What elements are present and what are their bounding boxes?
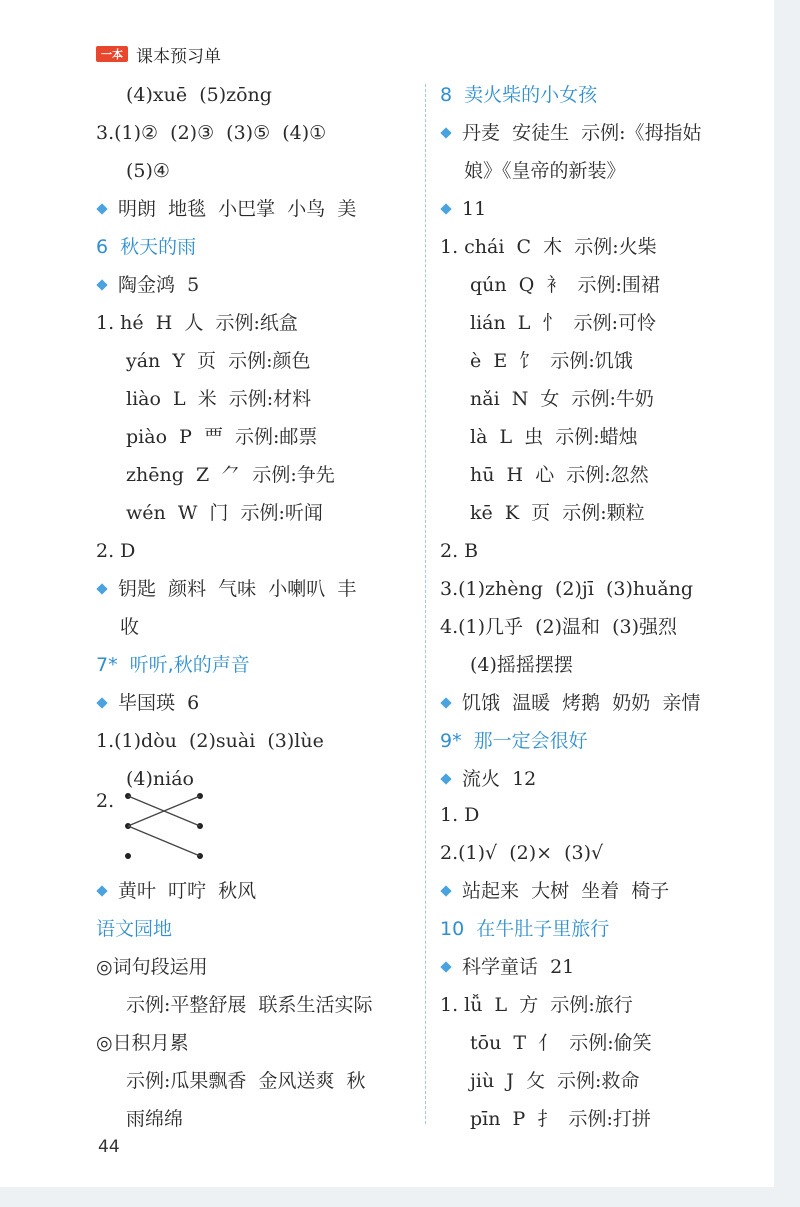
line-text: 2. [96,790,115,812]
answer-line [126,1100,183,1138]
diamond-bullet-icon [440,773,451,784]
line-text: 收 [120,616,140,638]
line-text: (4)niáo [126,768,194,790]
keyword-line [96,684,199,722]
keyword-line [440,114,702,152]
line-text: (4)xuē (5)zōng [126,84,272,106]
answer-line [440,834,603,872]
line-text: 语文园地 [96,918,173,940]
line-text: 9* 那一定会很好 [440,730,588,752]
answer-line [126,418,317,456]
line-text: (4)摇摇摆摆 [470,654,573,676]
line-text: 丹麦 安徒生 示例:《拇指姑 [462,122,702,144]
line-text: 钥匙 颜料 气味 小喇叭 丰 [118,578,357,600]
line-text: jiù J 攵 示例:救命 [470,1070,640,1092]
answer-line [470,304,656,342]
section-title [440,722,588,760]
line-text: (5)④ [126,160,170,182]
diamond-bullet-icon [440,127,451,138]
answer-line [440,986,633,1024]
line-text: 明朗 地毯 小巴掌 小鸟 美 [118,198,357,220]
line-text: 陶金鸿 5 [118,274,200,296]
line-text: 2. B [440,540,479,562]
answer-line [96,948,208,986]
diamond-bullet-icon [96,583,107,594]
line-text: 4.(1)几乎 (2)温和 (3)强烈 [440,616,678,638]
line-text: yán Y 页 示例:颜色 [126,350,311,372]
match-dot-left-3 [125,853,131,859]
answer-line [96,1024,189,1062]
diamond-bullet-icon [96,203,107,214]
line-text: 示例:瓜果飘香 金风送爽 秋 [126,1070,366,1092]
keyword-line [440,190,486,228]
answer-line [126,456,335,494]
diamond-bullet-icon [440,885,451,896]
answer-line [440,608,677,646]
answer-line [96,782,114,820]
line-text: 6 秋天的雨 [96,236,197,258]
answer-line [126,342,310,380]
answer-line [440,570,693,608]
line-text: liào L 米 示例:材料 [126,388,312,410]
line-text: kē K 页 示例:颗粒 [470,502,645,524]
answer-line [96,722,324,760]
answer-line [470,494,645,532]
line-text: hū H 心 示例:忽然 [470,464,649,486]
answer-line [470,266,660,304]
answer-line [96,304,298,342]
line-text: 流火 12 [462,768,537,790]
line-text: 科学童话 21 [462,956,575,978]
line-text: ◎词句段运用 [96,956,208,978]
answer-line [470,380,654,418]
line-text: 3.(1)zhèng (2)jī (3)huǎng [440,578,694,600]
section-title [440,910,609,948]
line-text: 3.(1)② (2)③ (3)⑤ (4)① [96,122,327,144]
answer-line [470,1100,651,1138]
answer-line [470,1062,639,1100]
answer-line [96,114,326,152]
keyword-line [96,266,199,304]
line-text: è E 饣 示例:饥饿 [470,350,633,372]
answer-line [96,532,135,570]
line-text: pīn P 扌 示例:打拼 [470,1108,651,1130]
line-text: 1.(1)dòu (2)suài (3)lùe [96,730,324,752]
line-text: 2. D [96,540,136,562]
keyword-line [96,872,256,910]
section-title [440,76,597,114]
column-divider [425,84,426,1124]
answer-line [470,418,638,456]
keyword-line [96,570,356,608]
diamond-bullet-icon [96,279,107,290]
line-text: 黄叶 叮咛 秋风 [118,880,257,902]
header-title: 课本预习单 [136,46,221,67]
answer-line [440,532,478,570]
answer-line [470,342,633,380]
diamond-bullet-icon [440,697,451,708]
logo-badge: 一本 [96,46,128,62]
line-text: 1. lǚ L 方 示例:旅行 [440,994,633,1016]
answer-line [440,796,479,834]
section-title [96,228,196,266]
answer-line [470,1024,652,1062]
answer-line [470,456,649,494]
line-text: 1. hé H 人 示例:纸盒 [96,312,298,334]
line-text: zhēng Z ⺈ 示例:争先 [126,464,335,486]
match-line-3 [128,826,200,856]
answer-line [470,646,573,684]
answer-line [126,986,372,1024]
page-number: 44 [98,1137,120,1157]
answer-line [120,608,139,646]
line-text: 饥饿 温暖 烤鹅 奶奶 亲情 [462,692,701,714]
line-text: 1. chái C 木 示例:火柴 [440,236,657,258]
line-text: 2.(1)√ (2)× (3)√ [440,842,604,864]
answer-line [126,76,272,114]
answer-line [126,1062,366,1100]
line-text: 娘》《皇帝的新装》 [464,160,626,182]
answer-line [126,380,311,418]
answer-line [464,152,626,190]
line-text: piào P 覀 示例:邮票 [126,426,318,448]
line-text: 示例:平整舒展 联系生活实际 [126,994,373,1016]
page-header [96,42,221,66]
line-text: 站起来 大树 坐着 椅子 [462,880,670,902]
line-text: ◎日积月累 [96,1032,189,1054]
section-title [96,646,250,684]
keyword-line [440,948,574,986]
matching-lines-figure [120,790,210,862]
diamond-bullet-icon [96,697,107,708]
line-text: lián L 忄 示例:可怜 [470,312,656,334]
line-text: qún Q 衤 示例:围裙 [470,274,660,296]
line-text: 7* 听听,秋的声音 [96,654,250,676]
keyword-line [440,760,536,798]
keyword-line [96,190,356,228]
line-text: nǎi N 女 示例:牛奶 [470,388,654,410]
scan-edge-bottom [0,1187,800,1207]
diamond-bullet-icon [96,885,107,896]
answer-line [126,152,170,190]
section-title [96,910,172,948]
line-text: 10 在牛肚子里旅行 [440,918,610,940]
keyword-line [440,684,700,722]
diamond-bullet-icon [440,203,451,214]
answer-line [440,228,657,266]
line-text: 11 [462,198,487,220]
line-text: 毕国瑛 6 [118,692,200,714]
scan-edge-right [774,0,800,1207]
line-text: là L 虫 示例:蜡烛 [470,426,638,448]
line-text: 雨绵绵 [126,1108,184,1130]
keyword-line [440,872,669,910]
answer-line [126,494,323,532]
line-text: 1. D [440,804,480,826]
line-text: 8 卖火柴的小女孩 [440,84,598,106]
line-text: tōu T 亻 示例:偷笑 [470,1032,652,1054]
line-text: wén W 门 示例:听闻 [126,502,323,524]
diamond-bullet-icon [440,961,451,972]
